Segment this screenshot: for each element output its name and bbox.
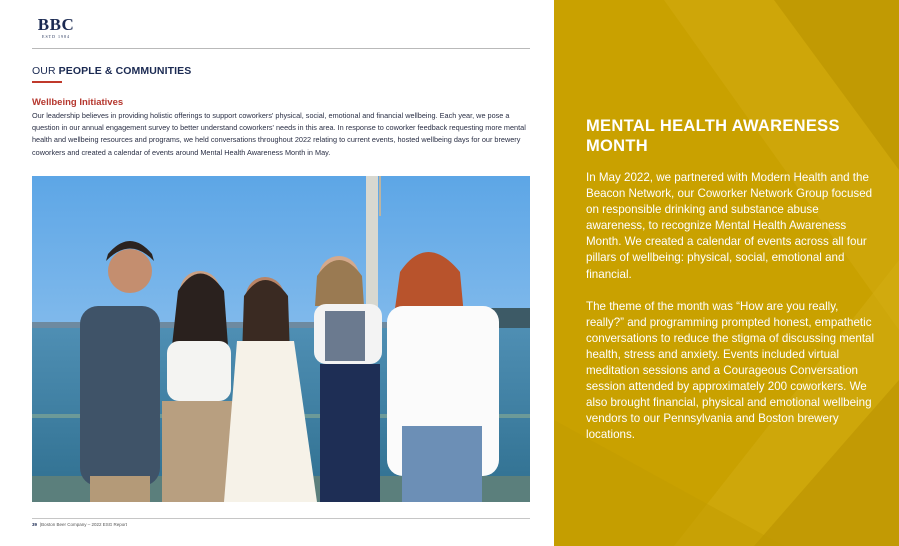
section-title: PEOPLE & COMMUNITIES — [58, 65, 192, 77]
footer-divider — [32, 518, 530, 519]
mental-health-paragraph-2: The theme of the month was “How are you really, really?” and programming prompted honest, empathetic conversations to reduce the stigma of discussing mental health, stress and anxiety. Events included virtual meditation sessions and a Courageous Conversation session attended by approximately 200 coworkers. We also brought financial, physical and emotional wellbeing vendors to our Pennsylvania and Boston brewery locations. — [586, 299, 875, 442]
page-number: 39 — [32, 522, 38, 527]
wellbeing-title: Wellbeing Initiatives — [32, 97, 124, 108]
logo-wordmark: BBC — [37, 15, 75, 34]
group-photo — [32, 176, 530, 502]
section-underline — [32, 81, 62, 83]
bbc-logo — [34, 16, 78, 40]
header-divider — [32, 48, 530, 49]
mental-health-panel — [554, 0, 899, 546]
section-prefix: OUR — [32, 65, 56, 77]
mental-health-title: MENTAL HEALTH AWARENESS MONTH — [586, 117, 840, 155]
section-heading — [32, 65, 191, 77]
wellbeing-body: Our leadership believes in providing holistic offerings to support coworkers' physical, social, emotional and financial wellbeing. Each year, we pose a question in our annual engagement survey to better understand coworkers' needs in this area. In response to coworker feedback requesting more mental health and wellbeing resources and programs, we held conversations throughout 2022 relating to current events, hosted wellbeing days for our brewery coworkers and created a calendar of events around Mental Health Awareness Month in May. — [32, 111, 526, 157]
mental-health-paragraph-1: In May 2022, we partnered with Modern Health and the Beacon Network, our Coworker Network Group focused on responsible drinking and substance abuse awareness, to recognize Mental Health Awareness Month. We created a calendar of events across all four pillars of wellbeing: physical, social, emotional and financial. — [586, 171, 873, 281]
mental-health-body — [586, 170, 878, 444]
logo-tagline: ESTD 1984 — [42, 34, 70, 39]
footer-text: |Boston Beer Company – 2022 ESG Report — [40, 522, 127, 527]
page-footer — [32, 522, 127, 527]
